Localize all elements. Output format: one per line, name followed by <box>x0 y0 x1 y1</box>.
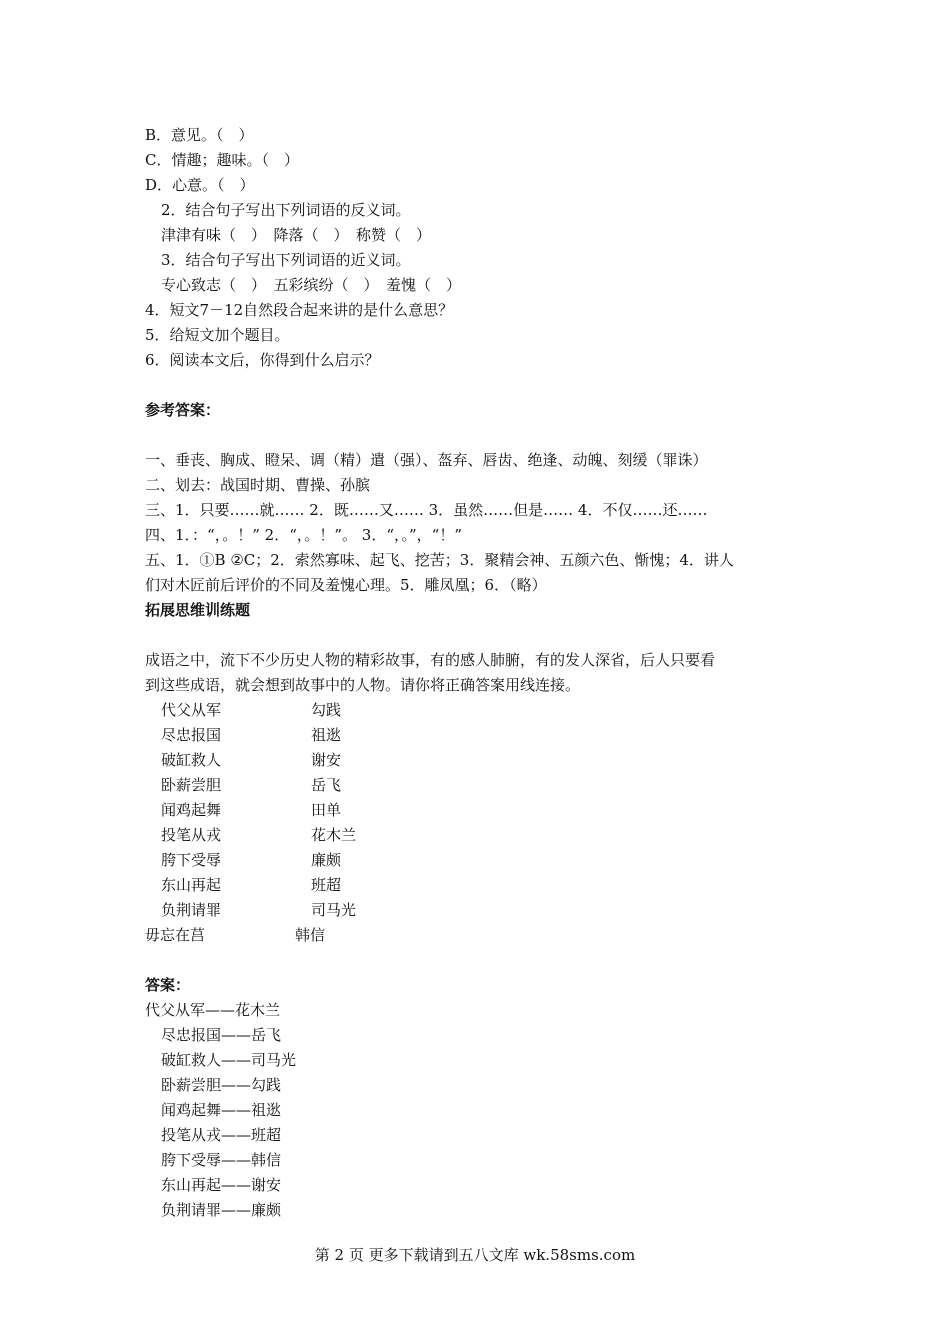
person-item: 勾践 <box>311 701 342 719</box>
answer-line: 们对木匠前后评价的不同及羞愧心理。5．雕凤凰；6．（略） <box>145 576 547 594</box>
person-item: 田单 <box>311 801 342 819</box>
question-5: 5．给短文加个题目。 <box>145 326 290 344</box>
key-line: 尽忠报国——岳飞 <box>161 1026 282 1044</box>
key-line: 代父从军——花木兰 <box>145 1001 281 1019</box>
extension-intro: 成语之中，流下不少历史人物的精彩故事，有的感人肺腑，有的发人深省，后人只要看 <box>145 651 716 669</box>
answer-line: 五、1．①B ②C；2．索然寡味、起飞、挖苦；3．聚精会神、五颜六色、惭愧；4．讲人 <box>145 551 734 569</box>
question-6: 6．阅读本文后，你得到什么启示？ <box>145 351 380 369</box>
key-heading: 答案： <box>145 976 191 994</box>
idiom-item: 投笔从戎 <box>161 826 222 844</box>
answers-heading: 参考答案： <box>145 401 221 419</box>
idiom-item: 负荆请罪 <box>161 901 222 919</box>
choice-b: B．意见。（ ） <box>145 126 254 144</box>
idiom-item: 毋忘在莒 <box>145 926 206 944</box>
person-item: 谢安 <box>311 751 342 769</box>
idiom-item: 卧薪尝胆 <box>161 776 222 794</box>
key-line: 胯下受辱——韩信 <box>161 1151 282 1169</box>
question-4: 4．短文7－12自然段合起来讲的是什么意思？ <box>145 301 454 319</box>
key-line: 破缸救人——司马光 <box>161 1051 297 1069</box>
answer-line: 三、1．只要……就…… 2．既……又…… 3．虽然……但是…… 4．不仅……还…… <box>145 501 708 519</box>
extension-heading: 拓展思维训练题 <box>145 601 251 619</box>
key-line: 卧薪尝胆——勾践 <box>161 1076 282 1094</box>
choice-d: D．心意。（ ） <box>145 176 255 194</box>
page-footer: 第 2 页 更多下载请到五八文库 wk.58sms.com <box>314 1246 636 1264</box>
question-3-items: 专心致志（ ） 五彩缤纷（ ） 羞愧（ ） <box>161 276 462 294</box>
person-item: 岳飞 <box>311 776 342 794</box>
idiom-item: 胯下受辱 <box>161 851 222 869</box>
choice-c: C．情趣；趣味。（ ） <box>145 151 299 169</box>
person-item: 祖逖 <box>311 726 342 744</box>
idiom-item: 破缸救人 <box>161 751 222 769</box>
person-item: 班超 <box>311 876 342 894</box>
question-2-items: 津津有味（ ） 降落（ ） 称赞（ ） <box>161 226 432 244</box>
answer-line: 四、1．：“，。！” 2．“，。！”。 3．“，。”，“！” <box>145 526 463 544</box>
question-3-prompt: 3．结合句子写出下列词语的近义词。 <box>161 251 411 269</box>
person-item: 廉颇 <box>311 851 342 869</box>
person-item: 花木兰 <box>311 826 357 844</box>
key-line: 东山再起——谢安 <box>161 1176 282 1194</box>
idiom-item: 代父从军 <box>161 701 222 719</box>
key-line: 闻鸡起舞——祖逖 <box>161 1101 282 1119</box>
key-line: 负荆请罪——廉颇 <box>161 1201 282 1219</box>
answer-line: 一、垂丧、胸成、瞪呆、调（精）遣（强）、盔弃、唇齿、绝逢、动魄、刻缓（罪诛） <box>145 451 708 469</box>
idiom-item: 尽忠报国 <box>161 726 222 744</box>
question-2-prompt: 2．结合句子写出下列词语的反义词。 <box>161 201 411 219</box>
person-item: 司马光 <box>311 901 357 919</box>
answer-line: 二、划去：战国时期、曹操、孙膑 <box>145 476 371 494</box>
extension-intro: 到这些成语，就会想到故事中的人物。请你将正确答案用线连接。 <box>145 676 581 694</box>
idiom-item: 闻鸡起舞 <box>161 801 222 819</box>
key-line: 投笔从戎——班超 <box>161 1126 282 1144</box>
idiom-item: 东山再起 <box>161 876 222 894</box>
person-item: 韩信 <box>295 926 326 944</box>
